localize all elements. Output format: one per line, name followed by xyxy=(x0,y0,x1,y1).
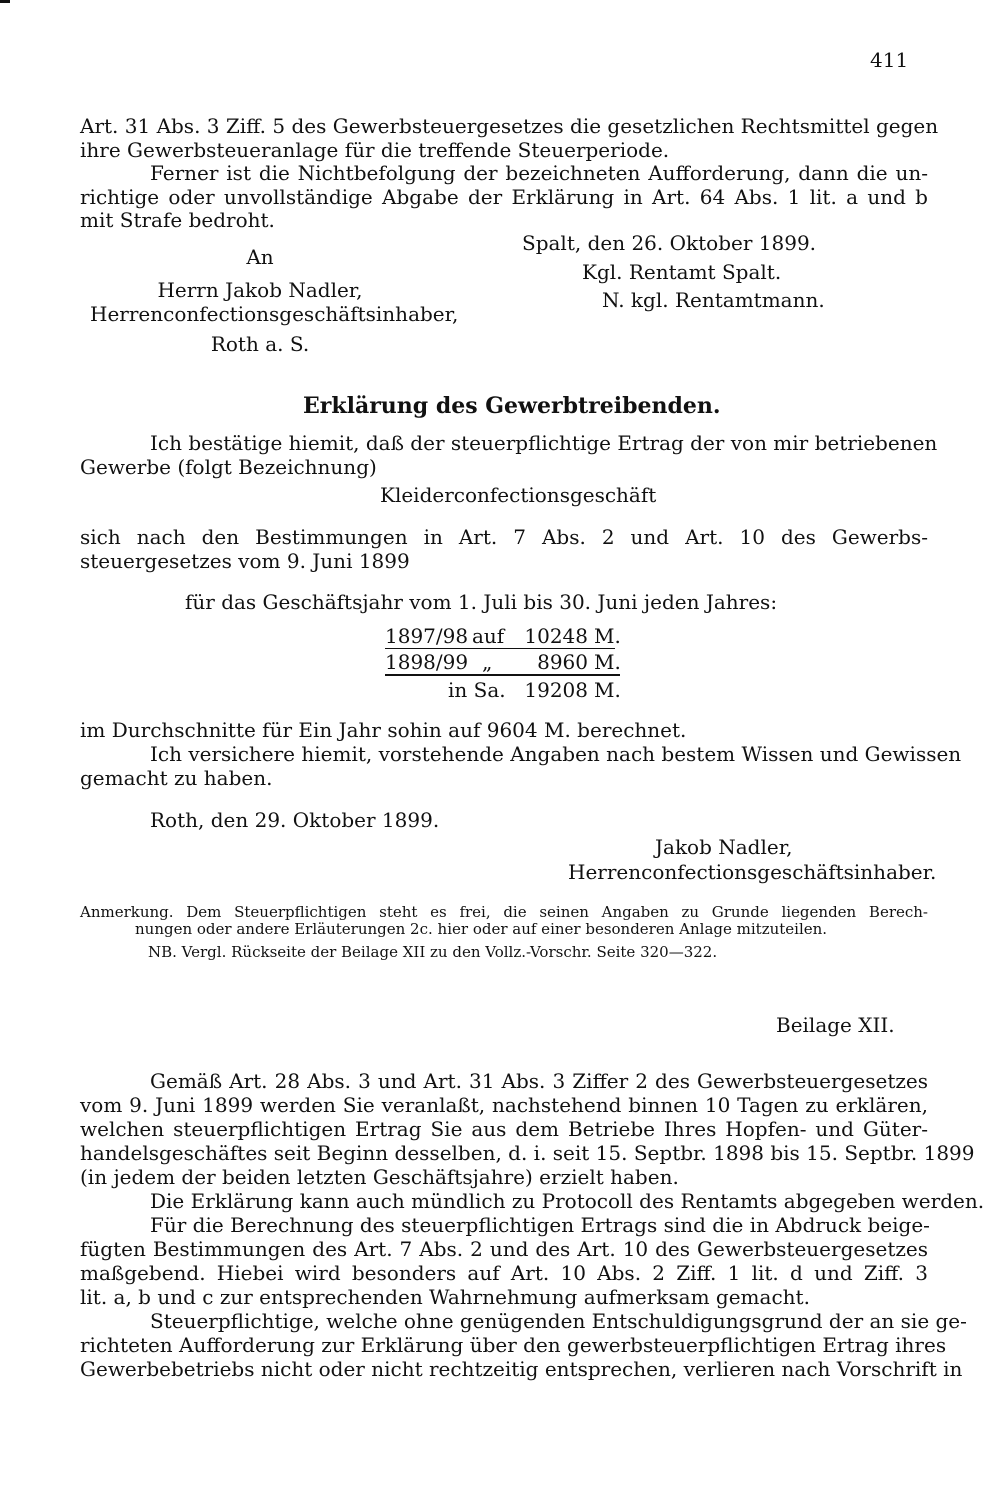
calc-row-2-prep: „ xyxy=(482,650,493,674)
top-line-3: Ferner ist die Nichtbefolgung der bezeichneten Aufforderung, dann die un- xyxy=(150,161,928,185)
beilage-line-8: fügten Bestimmungen des Art. 7 Abs. 2 und des Art. 10 des Gewerbsteuergesetzes xyxy=(80,1237,928,1261)
declaration-line-2: Gewerbe (folgt Bezeichnung) xyxy=(80,455,377,479)
note-nb: NB. Vergl. Rückseite der Beilage XII zu den Vollz.-Vorschr. Seite 320—322. xyxy=(148,943,718,961)
note-line-1: Anmerkung. Dem Steuerpflichtigen steht es frei, die seinen Angaben zu Grunde liegenden Berech- xyxy=(80,903,928,921)
declaration-line-3: sich nach den Bestimmungen in Art. 7 Abs. 2 und Art. 10 des Gewerbs- xyxy=(80,525,928,549)
beilage-label: Beilage XII. xyxy=(776,1013,895,1037)
top-line-2: ihre Gewerbsteueranlage für die treffende Steuerperiode. xyxy=(80,138,670,162)
calc-row-1-year: 1897/98 xyxy=(385,624,469,648)
calc-total-unit: M. xyxy=(594,678,621,702)
declaration-line-8: gemacht zu haben. xyxy=(80,766,273,790)
declaration-line-1: Ich bestätige hiemit, daß der steuerpflichtige Ertrag der von mir betriebenen xyxy=(150,431,938,455)
beilage-line-6: Die Erklärung kann auch mündlich zu Protocoll des Rentamts abgegeben werden. xyxy=(150,1189,985,1213)
business-type: Kleiderconfectionsgeschäft xyxy=(380,483,657,507)
signer-name: Jakob Nadler, xyxy=(655,835,793,859)
office-authority: Kgl. Rentamt Spalt. xyxy=(582,260,782,284)
beilage-line-4: handelsgeschäftes seit Beginn desselben, d. i. seit 15. Septbr. 1898 bis 15. Septbr. 1899 xyxy=(80,1141,975,1165)
declaration-place-date: Roth, den 29. Oktober 1899. xyxy=(150,808,440,832)
address-place: Roth a. S. xyxy=(210,332,310,356)
top-line-1: Art. 31 Abs. 3 Ziff. 5 des Gewerbsteuergesetzes die gesetzlichen Rechtsmittel gegen xyxy=(80,114,939,138)
beilage-line-12: richteten Aufforderung zur Erklärung über den gewerbsteuerpflichtigen Ertrag ihres xyxy=(80,1333,947,1357)
declaration-line-4: steuergesetzes vom 9. Juni 1899 xyxy=(80,549,410,573)
sum-rule xyxy=(385,674,620,676)
beilage-line-13: Gewerbebetriebs nicht oder nicht rechtzeitig entsprechen, verlieren nach Vorschrift in xyxy=(80,1357,963,1381)
calc-row-1-prep: auf xyxy=(472,624,505,648)
calc-total-label: in Sa. xyxy=(448,678,506,702)
row-rule xyxy=(385,648,615,649)
beilage-line-7: Für die Berechnung des steuerpflichtigen Ertrags sind die in Abdruck beige- xyxy=(150,1213,930,1237)
beilage-line-2: vom 9. Juni 1899 werden Sie veranlaßt, nachstehend binnen 10 Tagen zu erklären, xyxy=(80,1093,928,1117)
signer-occupation: Herrenconfectionsgeschäftsinhaber. xyxy=(568,860,937,884)
calc-row-2-amount: 8960 xyxy=(537,650,588,674)
beilage-line-5: (in jedem der beiden letzten Geschäftsjahre) erzielt haben. xyxy=(80,1165,679,1189)
calc-row-2-unit: M. xyxy=(594,650,621,674)
calc-row-1-unit: M. xyxy=(594,624,621,648)
beilage-line-1: Gemäß Art. 28 Abs. 3 und Art. 31 Abs. 3 Ziffer 2 des Gewerbsteuergesetzes xyxy=(150,1069,928,1093)
office-officer: N. kgl. Rentamtmann. xyxy=(602,288,825,312)
calc-row-1-amount: 10248 xyxy=(524,624,588,648)
beilage-line-11: Steuerpflichtige, welche ohne genügenden Entschuldigungsgrund der an sie ge- xyxy=(150,1309,967,1333)
note-line-2: nungen oder andere Erläuterungen 2c. hier oder auf einer besonderen Anlage mitzuteilen. xyxy=(135,920,828,938)
beilage-line-10: lit. a, b und c zur entsprechenden Wahrnehmung aufmerksam gemacht. xyxy=(80,1285,810,1309)
address-occupation: Herrenconfectionsgeschäftsinhaber, xyxy=(90,302,459,326)
calc-row-2-year: 1898/99 xyxy=(385,650,469,674)
declaration-line-6: im Durchschnitte für Ein Jahr sohin auf 9604 M. berechnet. xyxy=(80,718,687,742)
declaration-line-5: für das Geschäftsjahr vom 1. Juli bis 30. Juni jeden Jahres: xyxy=(185,590,778,614)
beilage-line-9: maßgebend. Hiebei wird besonders auf Art. 10 Abs. 2 Ziff. 1 lit. d und Ziff. 3 xyxy=(80,1261,928,1285)
page-number: 411 xyxy=(870,48,909,72)
corner-mark xyxy=(0,0,10,3)
declaration-title: Erklärung des Gewerbtreibenden. xyxy=(303,393,721,419)
address-name: Herrn Jakob Nadler, xyxy=(157,278,363,302)
top-line-5: mit Strafe bedroht. xyxy=(80,208,275,232)
office-date: Spalt, den 26. Oktober 1899. xyxy=(522,231,817,255)
declaration-line-7: Ich versichere hiemit, vorstehende Angaben nach bestem Wissen und Gewissen xyxy=(150,742,962,766)
beilage-line-3: welchen steuerpflichtigen Ertrag Sie aus dem Betriebe Ihres Hopfen- und Güter- xyxy=(80,1117,928,1141)
calc-total-amount: 19208 xyxy=(524,678,588,702)
top-line-4: richtige oder unvollständige Abgabe der Erklärung in Art. 64 Abs. 1 lit. a und b xyxy=(80,185,928,209)
address-an: An xyxy=(246,245,274,269)
